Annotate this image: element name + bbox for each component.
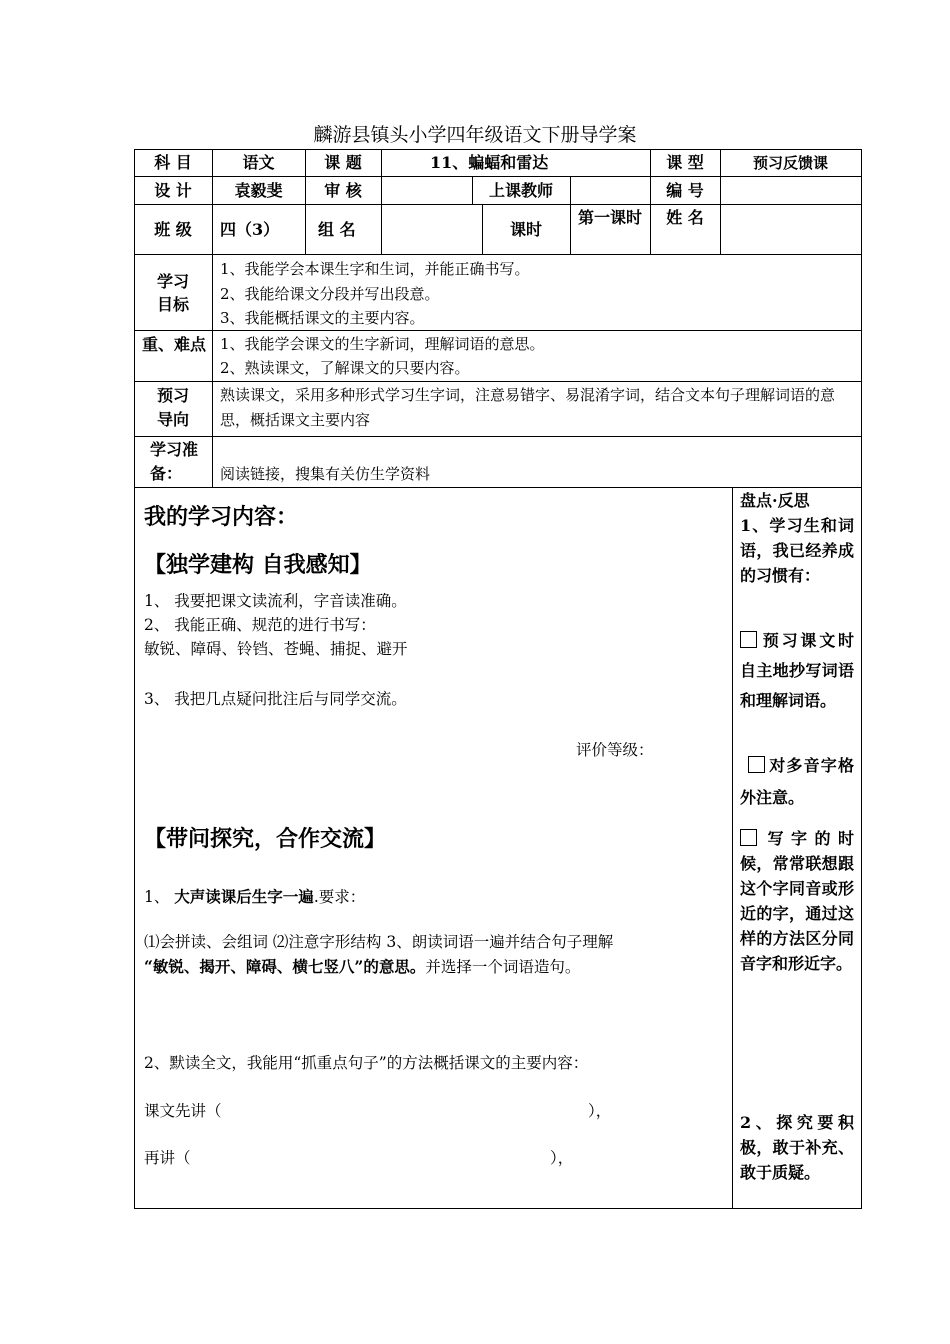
goals-label: 学习目标 [156, 272, 189, 314]
topic-value: 11、蝙蝠和雷达 [430, 153, 549, 172]
section-1-item-2: 2、 我能正确、规范的进行书写： [144, 616, 376, 634]
review-label: 审 核 [324, 181, 362, 200]
section-2-item-1: 1、 大声读课后生字一遍.要求： [144, 887, 366, 906]
section-1-title: 【独学建构 自我感知】 [144, 552, 372, 578]
preview-label: 预习导向 [156, 386, 189, 429]
type-value: 预习反馈课 [752, 154, 828, 172]
keypoints-label: 重、难点 [142, 335, 207, 354]
summary-first-end: ）， [588, 1102, 612, 1120]
subject-value: 语文 [242, 153, 275, 172]
section-1-item-3: 3、 我把几点疑问批注后与同学交流。 [144, 690, 407, 708]
preview-text: 熟读课文，采用多种形式学习生字词，注意易错字、易混淆字词，结合文本句子理解词语的意思，概括课文主要内容 [220, 386, 836, 429]
section-1-words: 敏锐、障碍、铃铛、苍蝇、捕捉、避开 [144, 640, 408, 658]
number-label: 编 号 [666, 181, 704, 200]
content-heading: 我的学习内容： [144, 504, 299, 530]
section-2-item-2: 2、默读全文，我能用“抓重点句子”的方法概括课文的主要内容： [144, 1054, 589, 1072]
class-label: 班 级 [154, 220, 192, 239]
rating-label: 评价等级： [576, 741, 654, 759]
reflection-check-3: 写字的时候，常常联想跟这个字同音或形近的字，通过这样的方法区分同音字和形近字。 [740, 829, 854, 973]
goals-item-2: 2、我能给课文分段并写出段意。 [220, 285, 440, 303]
reflection-check-2: 对多音字格外注意。 [740, 756, 854, 807]
summary-then-end: ）， [550, 1149, 574, 1167]
checkbox-icon[interactable] [740, 829, 757, 846]
group-label: 组 名 [318, 220, 356, 239]
name-label: 姓 名 [666, 208, 704, 227]
prep-label: 学习准备： [150, 440, 199, 483]
goals-item-1: 1、我能学会本课生字和生词，并能正确书写。 [220, 260, 530, 278]
topic-label: 课 题 [324, 153, 362, 172]
class-value: 四（3） [220, 220, 280, 239]
checkbox-icon[interactable] [748, 756, 765, 773]
period-value: 第一课时 [578, 208, 643, 227]
reflection-p2: 2、探究要积极，敢于补充、敢于质疑。 [740, 1113, 854, 1182]
section-1-item-1: 1、 我要把课文读流利，字音读准确。 [144, 592, 407, 610]
reflection-title: 盘点·反思 [740, 491, 810, 510]
type-label: 课 型 [666, 153, 704, 172]
goals-item-3: 3、我能概括课文的主要内容。 [220, 309, 425, 327]
section-2-requirements-2: “敏锐、揭开、障碍、横七竖八”的意思。并选择一个词语造句。 [144, 957, 581, 976]
summary-first: 课文先讲（ [144, 1102, 222, 1120]
subject-label: 科 目 [154, 153, 192, 172]
section-2-title: 【带问探究，合作交流】 [144, 826, 387, 852]
reflection-p1: 1、学习生和词语，我已经养成的习惯有： [740, 516, 854, 585]
teacher-label: 上课教师 [488, 181, 553, 200]
period-label: 课时 [509, 220, 542, 239]
reflection-check-1: 预习课文时自主地抄写词语和理解词语。 [740, 631, 854, 710]
prep-text: 阅读链接，搜集有关仿生学资料 [220, 465, 431, 483]
section-2-requirements: ⑴会拼读、会组词 ⑵注意字形结构 3、朗读词语一遍并结合句子理解 [144, 933, 614, 951]
design-label: 设 计 [154, 181, 192, 200]
page-title: 麟游县镇头小学四年级语文下册导学案 [313, 124, 637, 146]
checkbox-icon[interactable] [740, 631, 757, 648]
summary-then: 再讲（ [144, 1149, 191, 1167]
keypoints-item-2: 2、熟读课文，了解课文的只要内容。 [220, 359, 470, 377]
keypoints-item-1: 1、我能学会课文的生字新词，理解词语的意思。 [220, 335, 545, 353]
design-value: 袁毅斐 [234, 181, 283, 200]
